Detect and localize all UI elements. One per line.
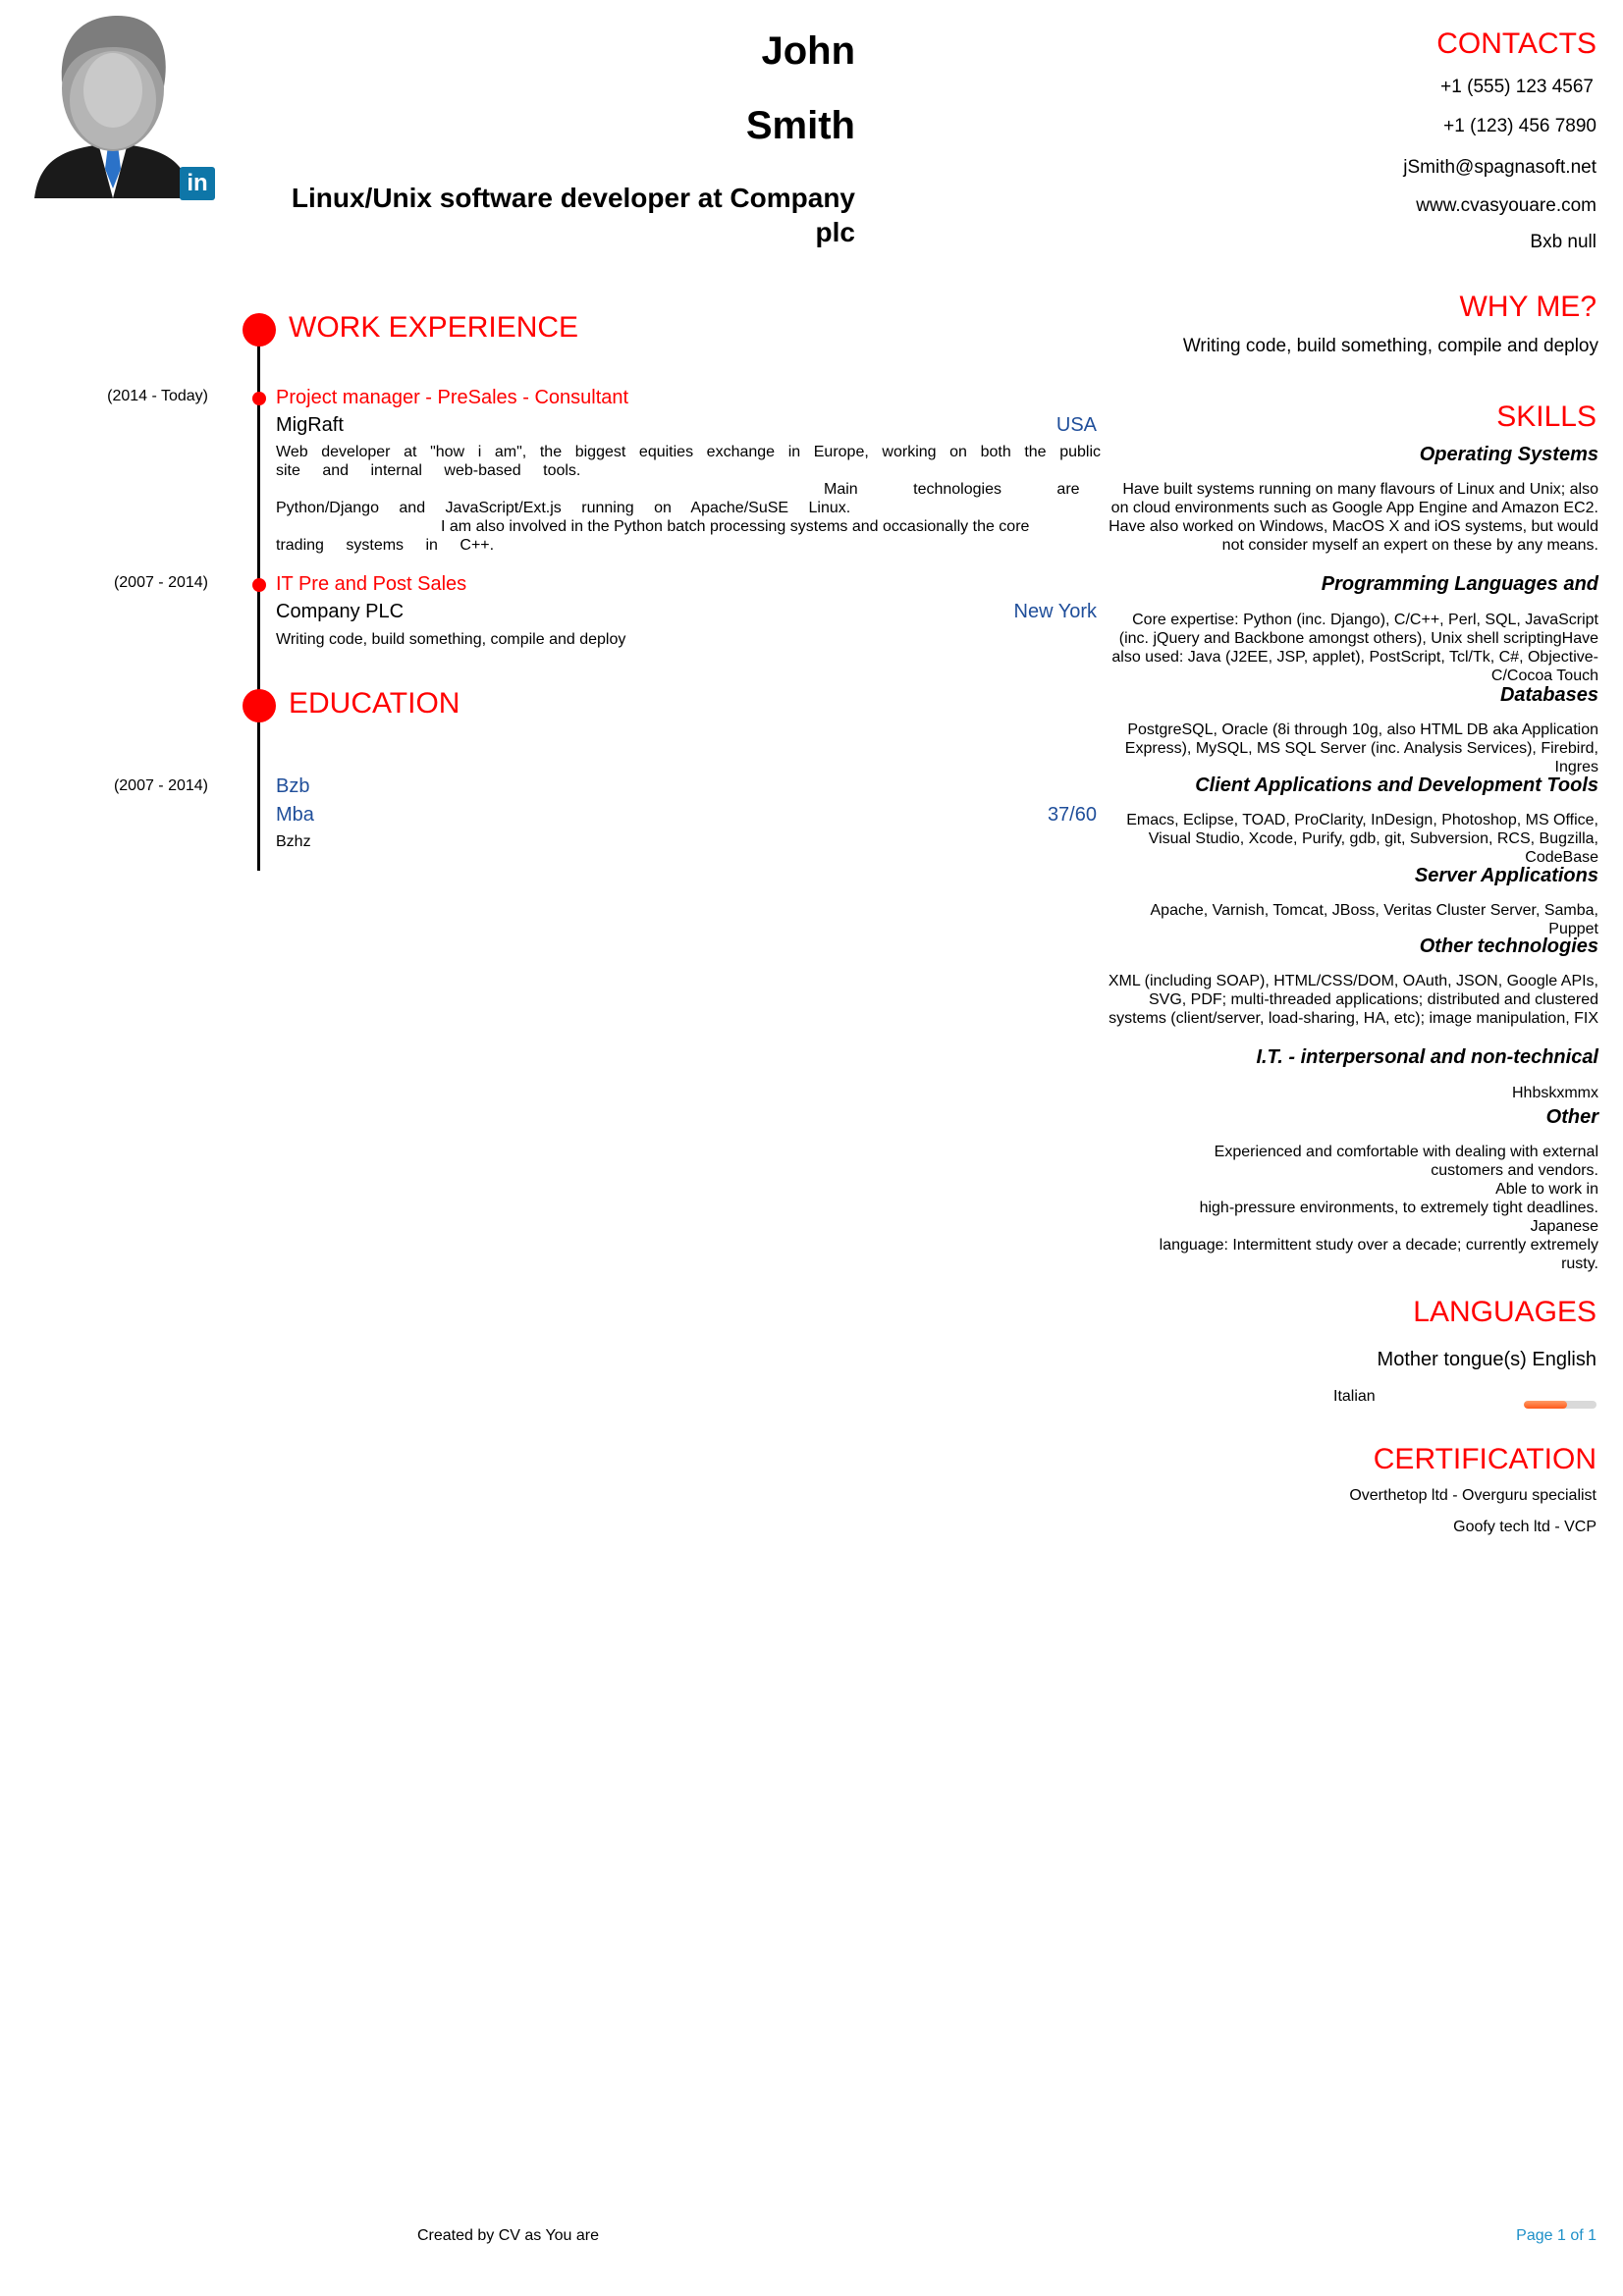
skill-group-title: Other — [1545, 1106, 1598, 1128]
entry-dot — [252, 578, 266, 592]
desc-line: site and internal web-based tools. — [276, 462, 581, 479]
skill-group-title: Operating Systems — [1419, 444, 1598, 465]
contact-other: Bxb null — [1530, 232, 1596, 252]
linkedin-icon[interactable] — [180, 167, 215, 200]
skill-group-text: Apache, Varnish, Tomcat, JBoss, Veritas Cluster Server, Samba, Puppet — [1150, 902, 1598, 937]
desc-line: I am also involved in the Python batch processing systems and occasionally the core — [441, 518, 1030, 535]
work-organization: Company PLC — [276, 601, 405, 622]
why-me-heading: WHY ME? — [1459, 291, 1596, 323]
work-organization: MigRaft — [276, 414, 344, 436]
footer-created-by: Created by CV as You are — [417, 2227, 600, 2244]
entry-dot — [252, 392, 266, 405]
work-date: (2014 - Today) — [107, 388, 208, 404]
desc-line: Main technologies are — [824, 481, 1080, 498]
contacts-heading: CONTACTS — [1436, 27, 1596, 60]
email-link[interactable]: jSmith@spagnasoft.net — [1403, 157, 1596, 178]
skill-group-title: Server Applications — [1414, 865, 1598, 886]
section-dot — [243, 689, 276, 722]
skill-group-title: Programming Languages and — [1321, 573, 1598, 595]
website-link[interactable]: www.cvasyouare.com — [1416, 195, 1596, 216]
first-name: John — [761, 29, 855, 73]
skills-heading: SKILLS — [1496, 400, 1596, 433]
work-experience-heading: WORK EXPERIENCE — [289, 311, 579, 344]
education-title: Bzb — [276, 775, 310, 797]
certification-item: Goofy tech ltd - VCP — [1453, 1519, 1596, 1535]
work-location: USA — [1055, 414, 1097, 436]
work-description: Writing code, build something, compile and deploy — [276, 631, 626, 648]
skill-group-text — [1108, 1143, 1598, 1273]
timeline-line — [257, 324, 260, 871]
skill-group-title: Other technologies — [1419, 935, 1598, 957]
skill-group-text: PostgreSQL, Oracle (8i through 10g, also HTML DB aka Application Express), MySQL, MS SQL Server (inc. Analysis Services), Firebird, Ingres — [1124, 721, 1598, 775]
education-heading: EDUCATION — [289, 687, 460, 720]
skill-other-line: Able to work in — [1495, 1181, 1598, 1198]
skill-group-text: Have built systems running on many flavours of Linux and Unix; also on cloud environments such as Google App Engine and Amazon EC2. Have also worked on Windows, MacOS X and iOS systems, but would not consider myself an expert on these by any means. — [1109, 481, 1598, 554]
phone-primary[interactable]: +1 (555) 123 4567 — [1440, 77, 1594, 97]
education-description: Bzhz — [276, 833, 311, 850]
skill-group-text: Core expertise: Python (inc. Django), C/C++, Perl, SQL, JavaScript (inc. jQuery and Backbone amongst others), Unix shell scriptingHave also used: Java (J2EE, JSP, applet), PostScript, Tcl/Tk, C#, Objective-C/Cocoa Touch — [1111, 612, 1598, 684]
skill-other-line: Experienced and comfortable with dealing with external — [1214, 1144, 1598, 1160]
section-dot — [243, 313, 276, 347]
certification-item: Overthetop ltd - Overguru specialist — [1349, 1487, 1596, 1504]
footer-page-number: Page 1 of 1 — [1516, 2227, 1596, 2244]
skill-other-line: customers and vendors. — [1431, 1162, 1598, 1179]
certification-heading: CERTIFICATION — [1373, 1443, 1596, 1475]
work-title: IT Pre and Post Sales — [276, 573, 467, 595]
education-organization: Mba — [276, 804, 314, 826]
phone-secondary[interactable]: +1 (123) 456 7890 — [1443, 116, 1596, 136]
work-date: (2007 - 2014) — [113, 574, 208, 591]
skill-other-line: high-pressure environments, to extremely tight deadlines. — [1199, 1200, 1598, 1216]
last-name: Smith — [745, 104, 855, 147]
desc-line: Python/Django and JavaScript/Ext.js running on Apache/SuSE Linux. — [276, 500, 851, 516]
work-title: Project manager - PreSales - Consultant — [276, 387, 629, 408]
linkedin-badge-text: in — [187, 170, 208, 196]
skill-group-text: Hhbskxmmx — [1511, 1085, 1598, 1101]
skill-other-line: language: Intermittent study over a decade; currently extremely — [1159, 1237, 1598, 1254]
languages-heading: LANGUAGES — [1413, 1296, 1596, 1328]
mother-tongue: Mother tongue(s) English — [1377, 1349, 1596, 1370]
why-me-text: Writing code, build something, compile and deploy — [1182, 336, 1598, 356]
education-date: (2007 - 2014) — [113, 777, 208, 794]
work-description — [276, 443, 1101, 555]
skill-group-title: Databases — [1499, 684, 1598, 706]
desc-line: Web developer at "how i am", the biggest equities exchange in Europe, working on both the public — [276, 444, 1101, 460]
education-grade: 37/60 — [1047, 804, 1097, 826]
job-title: Linux/Unix software developer at Company plc — [291, 183, 855, 247]
skill-group-text: XML (including SOAP), HTML/CSS/DOM, OAuth, JSON, Google APIs, SVG, PDF; multi-threaded applications; distributed and clustered systems (client/server, load-sharing, HA, etc); image manipulation, FIX — [1108, 973, 1598, 1027]
language-level-fill — [1524, 1401, 1567, 1409]
skill-group-title: Client Applications and Development Tools — [1195, 774, 1598, 796]
language-name: Italian — [1333, 1388, 1376, 1405]
desc-line: trading systems in C++. — [276, 537, 495, 554]
profile-photo — [29, 12, 226, 204]
language-level-bar — [1524, 1401, 1596, 1409]
skill-group-title: I.T. - interpersonal and non-technical — [1256, 1046, 1598, 1068]
skill-other-line: Japanese — [1530, 1218, 1598, 1235]
work-location: New York — [1013, 601, 1097, 622]
skill-group-text: Emacs, Eclipse, TOAD, ProClarity, InDesign, Photoshop, MS Office, Visual Studio, Xcode, Purify, gdb, git, Subversion, RCS, Bugzilla, CodeBase — [1126, 812, 1598, 866]
skill-other-line: rusty. — [1561, 1255, 1598, 1272]
